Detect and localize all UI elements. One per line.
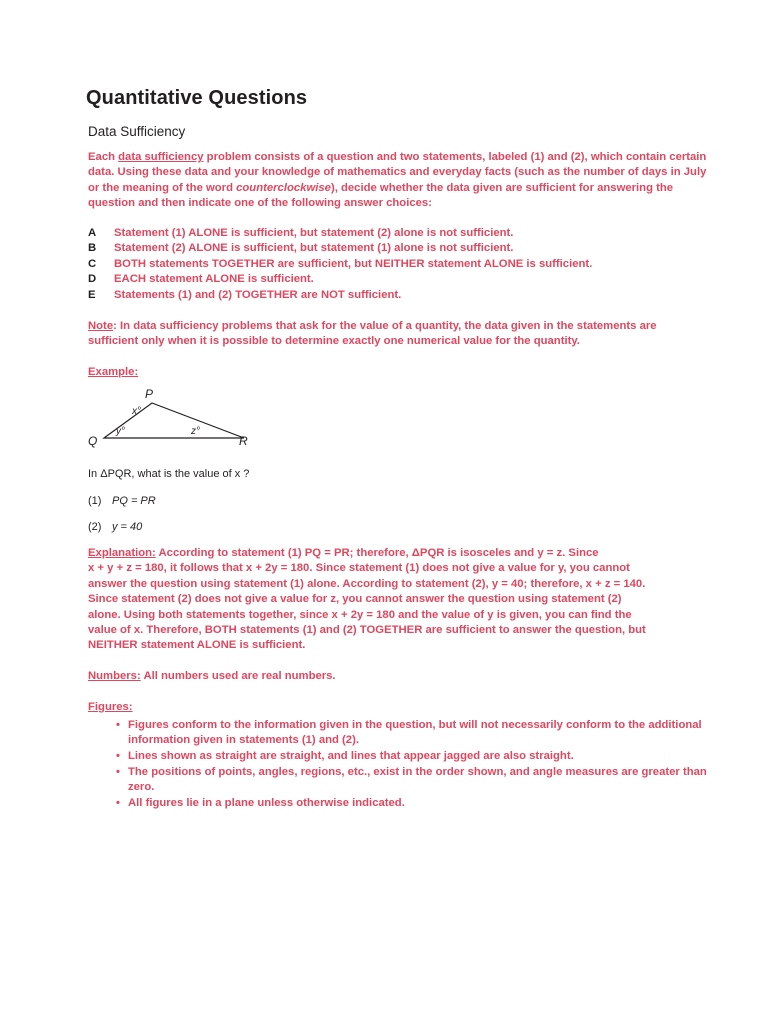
angle-y-label: y°	[116, 426, 125, 437]
explanation-label: Explanation:	[88, 547, 156, 559]
numbers-label: Numbers:	[88, 670, 141, 682]
intro-text-3: ), decide whether the data given are sufficient for answering the question and then indicate one of the following answer choices:	[88, 181, 674, 210]
numbers-paragraph	[88, 669, 708, 684]
choice-letter: C	[88, 258, 97, 270]
intro-text-1: Each	[88, 151, 119, 163]
explanation-line-5: alone. Using both statements together, since x + 2y = 180 and the value of y is given, you can find the	[88, 608, 632, 621]
intro-italic: counterclockwise	[236, 181, 331, 194]
angle-z-label: z°	[191, 426, 200, 437]
choice-e	[88, 288, 401, 303]
note-paragraph	[88, 319, 708, 350]
statement-2-text: y = 40	[112, 521, 143, 533]
choice-text: Statements (1) and (2) TOGETHER are NOT sufficient.	[114, 289, 402, 301]
choice-letter: A	[88, 227, 97, 239]
figures-label: Figures:	[88, 701, 133, 713]
vertex-q-label: Q	[88, 434, 98, 448]
note-label: Note	[88, 320, 114, 332]
vertex-r-label: R	[239, 434, 248, 448]
explanation-line-4: Since statement (2) does not give a value for z, you cannot answer the question using statement (2)	[88, 593, 622, 606]
choice-text: Statement (2) ALONE is sufficient, but statement (1) alone is not sufficient.	[114, 242, 514, 254]
explanation-line-7: NEITHER statement ALONE is sufficient.	[88, 639, 306, 652]
choice-letter: E	[88, 289, 96, 301]
statement-2-number: (2)	[88, 521, 102, 533]
question-text: In ΔPQR, what is the value of x ?	[88, 468, 250, 480]
section-title: Data Sufficiency	[88, 124, 186, 139]
statement-1	[88, 495, 156, 507]
choice-text: BOTH statements TOGETHER are sufficient, but NEITHER statement ALONE is sufficient.	[114, 258, 593, 270]
explanation-line-6: value of x. Therefore, BOTH statements (1) and (2) TOGETHER are sufficient to answer the question, but	[88, 624, 646, 637]
choice-letter: B	[88, 242, 97, 254]
figures-bullet-4: • All figures lie in a plane unless otherwise indicated.	[116, 796, 728, 811]
choice-letter: D	[88, 273, 97, 285]
intro-text-2: problem consists of a question and two statements, labeled (1) and (2), which contain certain data. Using these data and your knowledge of mathematics and everyday facts (such as the number of days in July or the meaning of the word	[88, 151, 707, 194]
figures-bullet-1: • Figures conform to the information given in the question, but will not necessarily conform to the additional information given in statements (1) and (2).	[116, 718, 728, 749]
choice-text: Statement (1) ALONE is sufficient, but statement (2) alone is not sufficient.	[114, 227, 514, 239]
explanation-line-2: x + y + z = 180, it follows that x + 2y = 180. Since statement (1) does not give a value for y, you cannot	[88, 562, 630, 575]
numbers-text: All numbers used are real numbers.	[140, 670, 336, 682]
choice-c	[88, 257, 592, 272]
data-sufficiency-link[interactable]: data sufficiency	[118, 151, 204, 163]
figures-heading	[88, 700, 708, 715]
note-text: : In data sufficiency problems that ask for the value of a quantity, the data given in the statements are sufficient only when it is possible to determine exactly one numerical value for the quantity.	[88, 320, 657, 348]
page-title: Quantitative Questions	[86, 87, 308, 109]
vertex-p-label: P	[145, 387, 154, 401]
figures-bullet-2: • Lines shown as straight are straight, and lines that appear jagged are also straight.	[116, 749, 728, 764]
explanation-line-1: According to statement (1) PQ = PR; therefore, ΔPQR is isosceles and y = z. Since	[155, 547, 599, 559]
intro-paragraph	[88, 150, 708, 212]
statement-2	[88, 521, 142, 533]
angle-x-label: x°	[132, 406, 141, 417]
explanation-line-3: answer the question using statement (1) alone. According to statement (2), y = 40; therefore, x + z = 140.	[88, 577, 646, 590]
choice-a	[88, 226, 513, 241]
explanation-paragraph	[88, 546, 718, 654]
statement-1-number: (1)	[88, 495, 102, 507]
choice-text: EACH statement ALONE is sufficient.	[114, 273, 314, 285]
statement-1-text: PQ = PR	[112, 495, 156, 507]
figures-bullet-3: • The positions of points, angles, regions, etc., exist in the order shown, and angle measures are greater than zero.	[116, 765, 728, 796]
choice-d	[88, 272, 314, 287]
choice-b	[88, 241, 513, 256]
example-label-wrap	[88, 365, 708, 380]
triangle-pqr	[104, 403, 244, 438]
example-label: Example:	[88, 366, 139, 378]
triangle-figure	[84, 384, 264, 450]
